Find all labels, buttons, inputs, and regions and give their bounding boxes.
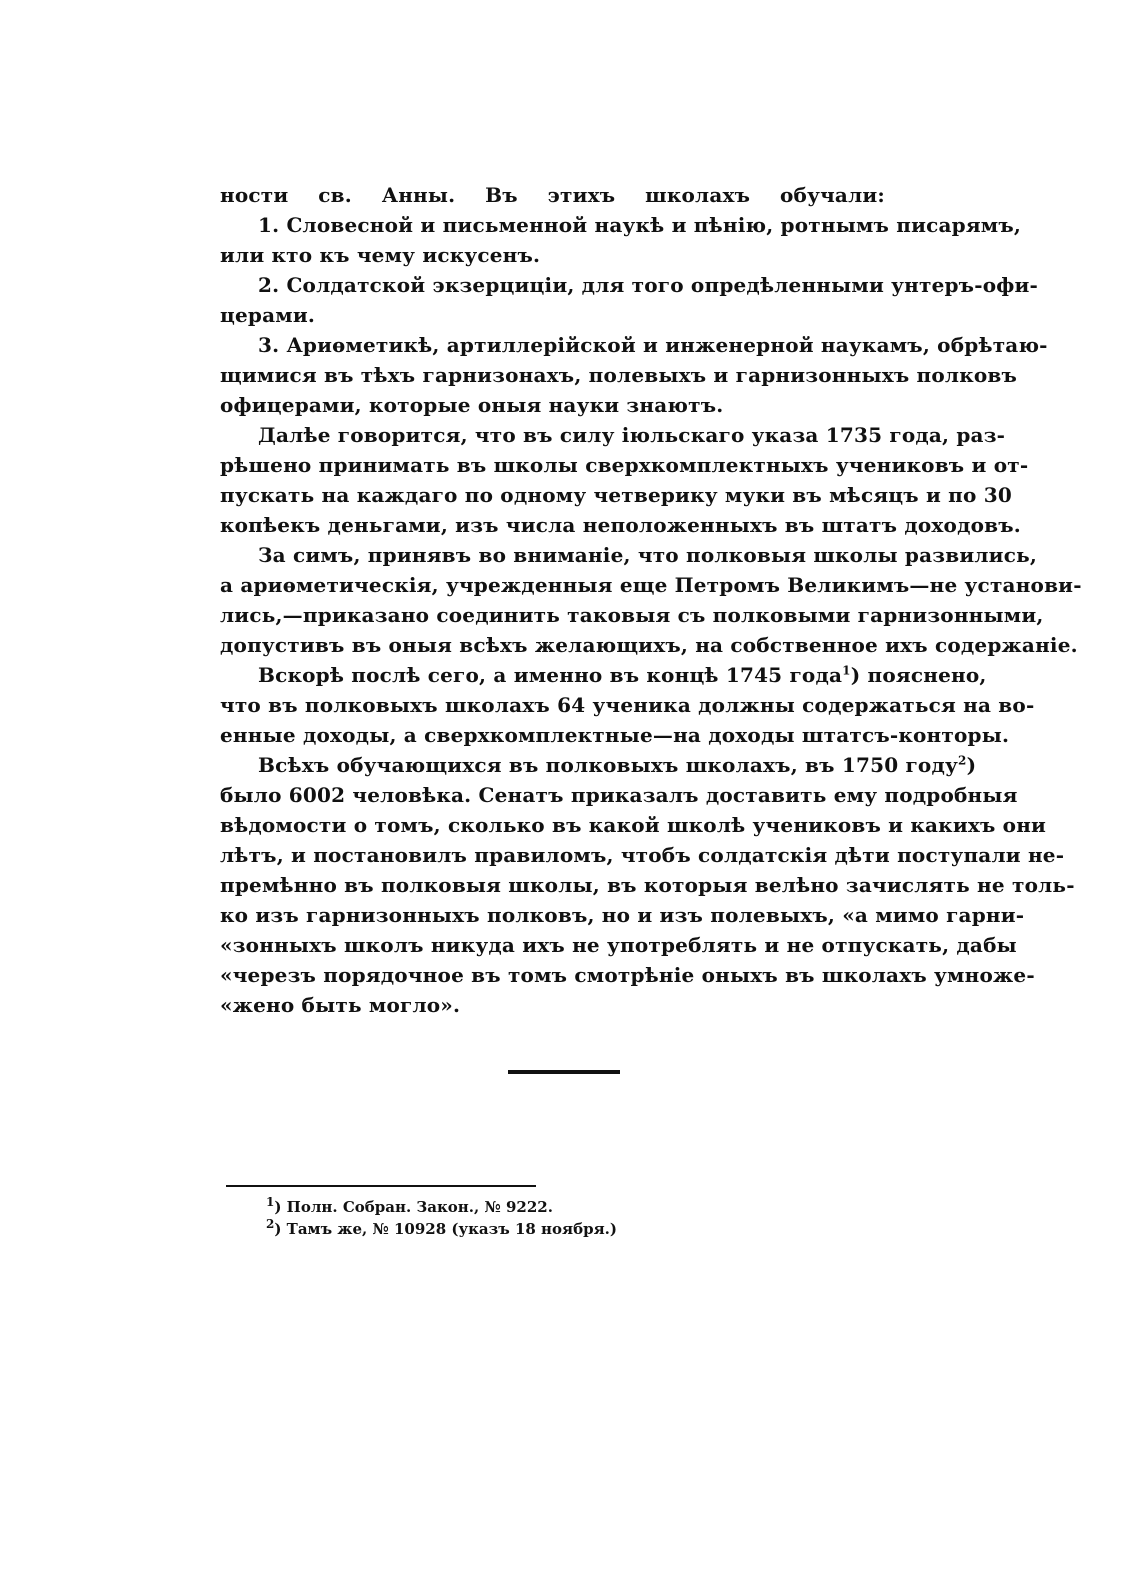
footnote-ref: 2: [958, 753, 967, 768]
text-line: «жено быть могло».: [220, 993, 461, 1017]
footnote-text: ) Тамъ же, № 10928 (указъ 18 ноября.): [274, 1220, 617, 1238]
text-line: ности св. Анны. Въ этихъ школахъ обучали:: [220, 183, 885, 207]
text-line: лись,—приказано соединить таковыя съ полковыми гарнизонными,: [220, 603, 1044, 627]
text-line: или кто къ чему искусенъ.: [220, 243, 541, 267]
text-line: пускать на каждаго по одному четверику муки въ мѣсяцъ и по 30: [220, 483, 1012, 507]
text-line: 3. Ариѳметикѣ, артиллерійской и инженерной наукамъ, обрѣтаю-: [258, 333, 1048, 357]
text-line: щимися въ тѣхъ гарнизонахъ, полевыхъ и гарнизонныхъ полковъ: [220, 363, 1018, 387]
text-line: [220, 750, 977, 780]
body-text: [220, 180, 1082, 1020]
text-fragment: ) пояснено,: [850, 663, 987, 687]
text-line: енные доходы, а сверхкомплектные—на доходы штатсъ-конторы.: [220, 723, 1010, 747]
text-fragment: ): [966, 753, 977, 777]
text-fragment: Вскорѣ послѣ сего, а именно въ концѣ 1745 года: [258, 663, 843, 687]
footnote-divider: [226, 1185, 536, 1187]
footnote-ref: 1: [842, 663, 851, 678]
text-line: 1. Словесной и письменной наукѣ и пѣнію, ротнымъ писарямъ,: [258, 213, 1022, 237]
text-line: За симъ, принявъ во вниманіе, что полковыя школы развились,: [258, 543, 1038, 567]
footnote: [266, 1218, 826, 1240]
text-line: офицерами, которые оныя науки знаютъ.: [220, 393, 724, 417]
text-line: «зонныхъ школъ никуда ихъ не употреблять и не отпускать, дабы: [220, 933, 1017, 957]
text-line: было 6002 человѣка. Сенатъ приказалъ доставить ему подробныя: [220, 783, 1018, 807]
text-line: лѣтъ, и постановилъ правиломъ, чтобъ солдатскія дѣти поступали не-: [220, 843, 1065, 867]
text-line: что въ полковыхъ школахъ 64 ученика должны содержаться на во-: [220, 693, 1035, 717]
text-line: допустивъ въ оныя всѣхъ желающихъ, на собственное ихъ содержаніе.: [220, 633, 1078, 657]
text-line: вѣдомости о томъ, сколько въ какой школѣ учениковъ и какихъ они: [220, 813, 1047, 837]
text-fragment: Всѣхъ обучающихся въ полковыхъ школахъ, въ 1750 году: [258, 753, 958, 777]
text-line: рѣшено принимать въ школы сверхкомплектныхъ учениковъ и от-: [220, 453, 1029, 477]
text-line: «черезъ порядочное въ томъ смотрѣніе оныхъ въ школахъ умноже-: [220, 963, 1035, 987]
section-divider: [508, 1070, 620, 1074]
footnotes: [266, 1196, 826, 1240]
text-line: ко изъ гарнизонныхъ полковъ, но и изъ полевыхъ, «а мимо гарни-: [220, 903, 1025, 927]
text-line: церами.: [220, 303, 316, 327]
text-line: [220, 660, 987, 690]
text-line: премѣнно въ полковыя школы, въ которыя велѣно зачислять не толь-: [220, 873, 1075, 897]
text-line: копѣекъ деньгами, изъ числа неположенныхъ въ штатъ доходовъ.: [220, 513, 1021, 537]
text-line: 2. Солдатской экзерциціи, для того опредѣленными унтеръ-офи-: [258, 273, 1039, 297]
text-line: Далѣе говорится, что въ силу іюльскаго указа 1735 года, раз-: [258, 423, 1006, 447]
text-line: а ариѳметическія, учрежденныя еще Петромъ Великимъ—не установи-: [220, 573, 1082, 597]
footnote-marker: 1: [266, 1195, 275, 1209]
footnote-marker: 2: [266, 1217, 275, 1231]
footnote-text: ) Полн. Собран. Закон., № 9222.: [274, 1198, 553, 1216]
footnote: [266, 1196, 826, 1218]
